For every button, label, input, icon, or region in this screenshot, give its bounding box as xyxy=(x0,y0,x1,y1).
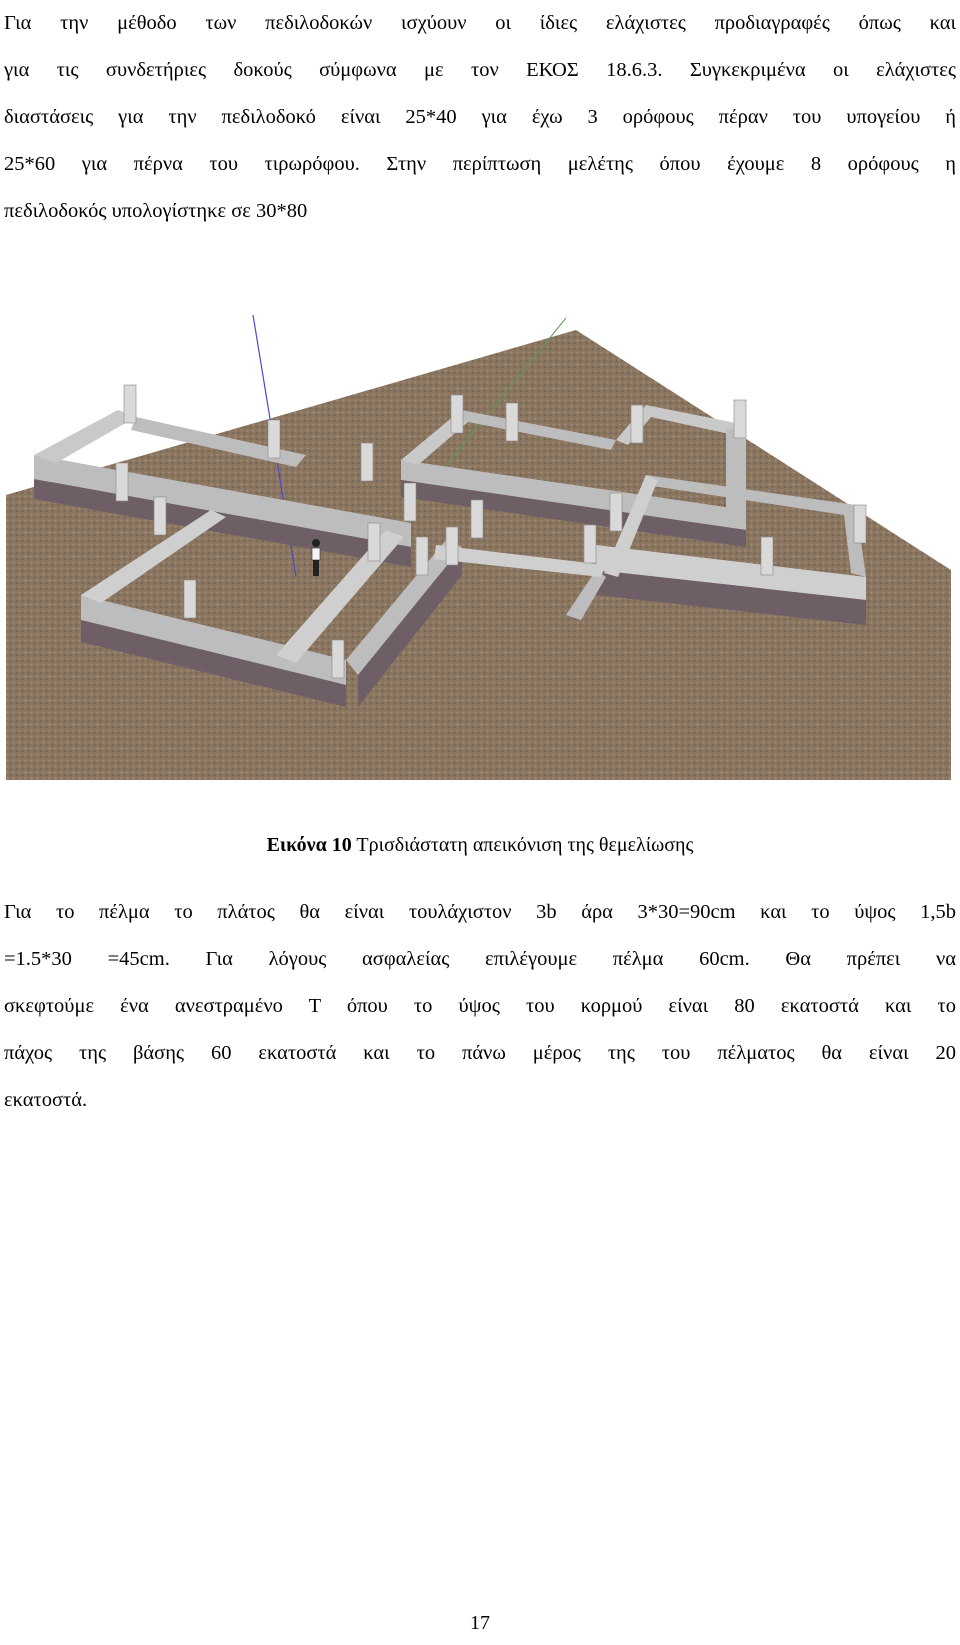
paragraph-line: διαστάσεις για την πεδιλοδοκό είναι 25*40 για έχω 3 ορόφους πέραν του υπογείου ή xyxy=(4,106,956,128)
caption-label: Εικόνα 10 xyxy=(266,834,352,856)
paragraph-line: πεδιλοδοκός υπολογίστηκε σε 30*80 xyxy=(4,200,308,222)
paragraph-line: πάχος της βάσης 60 εκατοστά και το πάνω μέρος της του πέλματος θα είναι 20 xyxy=(4,1042,956,1064)
page-number: 17 xyxy=(470,1612,490,1634)
paragraph-line: Για την μέθοδο των πεδιλοδοκών ισχύουν οι ίδιες ελάχιστες προδιαγραφές όπως και xyxy=(4,12,956,34)
paragraph-line: σκεφτούμε ένα ανεστραμένο Τ όπου το ύψος του κορμού είναι 80 εκατοστά και το xyxy=(4,995,956,1017)
paragraph-1 xyxy=(4,0,956,235)
paragraph-line: Για το πέλμα το πλάτος θα είναι τουλάχιστον 3b άρα 3*30=90cm και το ύψος 1,5b xyxy=(4,901,956,923)
paragraph-line: για τις συνδετήριες δοκούς σύμφωνα με τον ΕΚΟΣ 18.6.3. Συγκεκριμένα οι ελάχιστες xyxy=(4,59,956,81)
paragraph-line: 25*60 για πέρνα του τιρωρόφου. Στην περίπτωση μελέτης όπου έχουμε 8 ορόφους η xyxy=(4,153,956,175)
paragraph-line: εκατοστά. xyxy=(4,1089,88,1111)
figure-caption xyxy=(0,834,960,857)
caption-text: Τρισδιάστατη απεικόνιση της θεμελίωσης xyxy=(351,834,694,856)
human-scale-figure xyxy=(312,539,320,576)
paragraph-2 xyxy=(4,889,956,1124)
foundation-3d-figure xyxy=(6,315,956,815)
paragraph-line: =1.5*30 =45cm. Για λόγους ασφαλείας επιλέγουμε πέλμα 60cm. Θα πρέπει να xyxy=(4,948,956,970)
